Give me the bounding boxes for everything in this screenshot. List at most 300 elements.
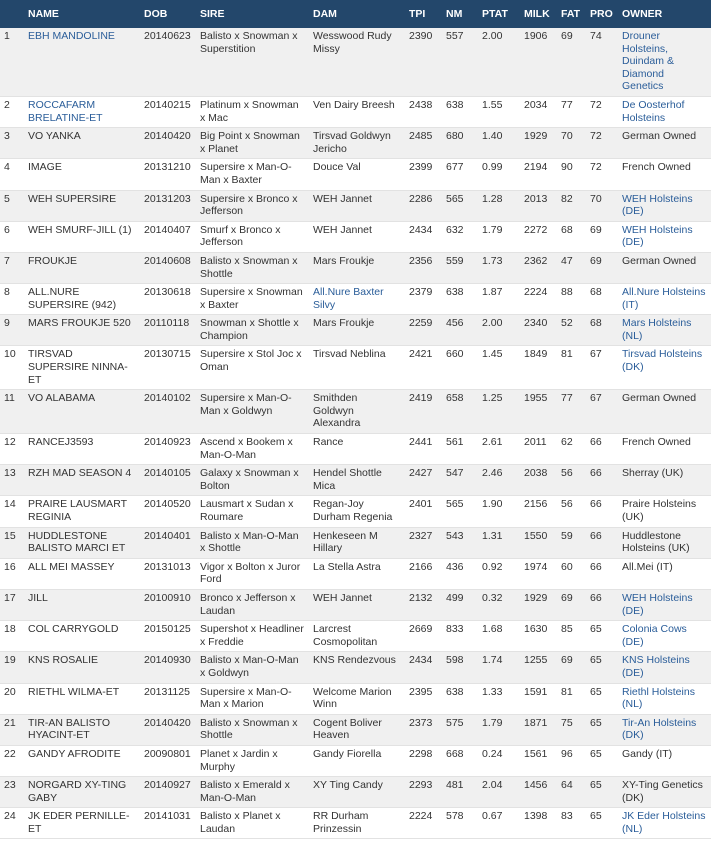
table-row: [0, 159, 711, 190]
tpi-cell: 2286: [405, 190, 442, 221]
dam-cell: WEH Jannet: [309, 190, 405, 221]
fat-cell: 56: [557, 496, 586, 527]
name-cell: HUDDLESTONE BALISTO MARCI ET: [24, 527, 140, 558]
ptat-cell: 0.67: [478, 808, 520, 839]
tpi-cell: 2399: [405, 159, 442, 190]
tpi-cell: 2293: [405, 777, 442, 808]
rank-cell: 13: [0, 465, 24, 496]
milk-cell: 1974: [520, 558, 557, 589]
name-cell: JILL: [24, 589, 140, 620]
name-cell: GANDY AFRODITE: [24, 745, 140, 776]
pro-cell: 70: [586, 190, 618, 221]
tpi-cell: 2438: [405, 96, 442, 127]
fat-cell: 52: [557, 315, 586, 346]
nm-cell: 557: [442, 28, 478, 96]
dam-cell: Regan-Joy Durham Regenia: [309, 496, 405, 527]
rank-cell: 5: [0, 190, 24, 221]
table-row: [0, 284, 711, 315]
dob-cell: 20131125: [140, 683, 196, 714]
fat-cell: 77: [557, 96, 586, 127]
ptat-cell: 2.04: [478, 777, 520, 808]
nm-cell: 680: [442, 128, 478, 159]
dam-cell: Larcrest Cosmopolitan: [309, 621, 405, 652]
pro-cell: 65: [586, 621, 618, 652]
dob-cell: 20140927: [140, 777, 196, 808]
pro-cell: 67: [586, 390, 618, 434]
dob-cell: 20140923: [140, 434, 196, 465]
dam-cell: Tirsvad Neblina: [309, 346, 405, 390]
dob-cell: 20140215: [140, 96, 196, 127]
owner-cell: Gandy (IT): [618, 745, 711, 776]
header-nm[interactable]: NM: [446, 8, 463, 20]
fat-cell: 83: [557, 808, 586, 839]
table-row: [0, 683, 711, 714]
rank-cell: 8: [0, 284, 24, 315]
nm-cell: 638: [442, 284, 478, 315]
tpi-cell: 2373: [405, 714, 442, 745]
tpi-cell: 2166: [405, 558, 442, 589]
milk-cell: 2011: [520, 434, 557, 465]
rank-cell: 11: [0, 390, 24, 434]
nm-cell: 456: [442, 315, 478, 346]
ptat-cell: 2.00: [478, 28, 520, 96]
nm-cell: 658: [442, 390, 478, 434]
tpi-cell: 2485: [405, 128, 442, 159]
ptat-cell: 2.61: [478, 434, 520, 465]
table-row: [0, 434, 711, 465]
fat-cell: 81: [557, 346, 586, 390]
pro-cell: 66: [586, 465, 618, 496]
dam-cell: Henkeseen M Hillary: [309, 527, 405, 558]
nm-cell: 833: [442, 621, 478, 652]
milk-cell: 1550: [520, 527, 557, 558]
pro-cell: 65: [586, 808, 618, 839]
owner-cell: Sherray (UK): [618, 465, 711, 496]
dob-cell: 20140608: [140, 252, 196, 283]
ptat-cell: 1.79: [478, 714, 520, 745]
table-row: [0, 465, 711, 496]
tpi-cell: 2441: [405, 434, 442, 465]
name-cell: VO ALABAMA: [24, 390, 140, 434]
pro-cell: 67: [586, 346, 618, 390]
dam-cell: Rance: [309, 434, 405, 465]
name-cell: MARS FROUKJE 520: [24, 315, 140, 346]
fat-cell: 85: [557, 621, 586, 652]
sire-cell: Galaxy x Snowman x Bolton: [196, 465, 309, 496]
milk-cell: 2156: [520, 496, 557, 527]
milk-cell: 2038: [520, 465, 557, 496]
fat-cell: 96: [557, 745, 586, 776]
dob-cell: 20130618: [140, 284, 196, 315]
dam-cell: Douce Val: [309, 159, 405, 190]
milk-cell: 1561: [520, 745, 557, 776]
dam-cell: KNS Rendezvous: [309, 652, 405, 683]
dam-cell: Mars Froukje: [309, 252, 405, 283]
dam-cell: Gandy Fiorella: [309, 745, 405, 776]
rank-cell: 15: [0, 527, 24, 558]
fat-cell: 90: [557, 159, 586, 190]
dam-cell: Wesswood Rudy Missy: [309, 28, 405, 96]
ptat-cell: 2.00: [478, 315, 520, 346]
fat-cell: 70: [557, 128, 586, 159]
owner-cell[interactable]: JK Eder Holsteins (NL): [618, 808, 711, 839]
fat-cell: 81: [557, 683, 586, 714]
owner-cell[interactable]: Riethl Holsteins (NL): [618, 683, 711, 714]
tpi-cell: 2390: [405, 28, 442, 96]
milk-cell: 1591: [520, 683, 557, 714]
ptat-cell: 0.24: [478, 745, 520, 776]
name-cell: RZH MAD SEASON 4: [24, 465, 140, 496]
dam-cell: WEH Jannet: [309, 221, 405, 252]
nm-cell: 543: [442, 527, 478, 558]
name-cell: TIR-AN BALISTO HYACINT-ET: [24, 714, 140, 745]
pro-cell: 66: [586, 527, 618, 558]
pro-cell: 74: [586, 28, 618, 96]
milk-cell: 1630: [520, 621, 557, 652]
nm-cell: 547: [442, 465, 478, 496]
nm-cell: 632: [442, 221, 478, 252]
ptat-cell: 2.46: [478, 465, 520, 496]
nm-cell: 660: [442, 346, 478, 390]
milk-cell: 2272: [520, 221, 557, 252]
header-fat[interactable]: FAT: [561, 8, 581, 20]
dam-cell: Smithden Goldwyn Alexandra: [309, 390, 405, 434]
ptat-cell: 0.99: [478, 159, 520, 190]
sire-cell: Balisto x Snowman x Shottle: [196, 714, 309, 745]
rank-cell: 10: [0, 346, 24, 390]
dob-cell: 20141031: [140, 808, 196, 839]
dob-cell: 20150125: [140, 621, 196, 652]
pro-cell: 65: [586, 652, 618, 683]
ptat-cell: 1.73: [478, 252, 520, 283]
table-row: [0, 745, 711, 776]
table-row: [0, 714, 711, 745]
dob-cell: 20140102: [140, 390, 196, 434]
milk-cell: 2013: [520, 190, 557, 221]
tpi-cell: 2395: [405, 683, 442, 714]
fat-cell: 60: [557, 558, 586, 589]
rank-cell: 12: [0, 434, 24, 465]
dam-cell: Welcome Marion Winn: [309, 683, 405, 714]
table-row: [0, 652, 711, 683]
nm-cell: 559: [442, 252, 478, 283]
table-row: [0, 808, 711, 839]
sire-cell: Supersire x Man-O-Man x Marion: [196, 683, 309, 714]
table-row: [0, 315, 711, 346]
owner-cell: XY-Ting Genetics (DK): [618, 777, 711, 808]
owner-cell[interactable]: WEH Holsteins (DE): [618, 589, 711, 620]
milk-cell: 2194: [520, 159, 557, 190]
owner-cell: Huddlestone Holsteins (UK): [618, 527, 711, 558]
ptat-cell: 1.55: [478, 96, 520, 127]
table-body: [0, 28, 711, 839]
nm-cell: 598: [442, 652, 478, 683]
header-ptat[interactable]: PTAT: [482, 8, 508, 20]
fat-cell: 88: [557, 284, 586, 315]
sire-cell: Smurf x Bronco x Jefferson: [196, 221, 309, 252]
ptat-cell: 1.68: [478, 621, 520, 652]
fat-cell: 69: [557, 652, 586, 683]
owner-cell[interactable]: Tir-An Holsteins (DK): [618, 714, 711, 745]
rank-cell: 7: [0, 252, 24, 283]
milk-cell: 2034: [520, 96, 557, 127]
table-row: [0, 221, 711, 252]
dam-cell: WEH Jannet: [309, 589, 405, 620]
name-cell: COL CARRYGOLD: [24, 621, 140, 652]
pro-cell: 69: [586, 252, 618, 283]
dam-cell: Cogent Boliver Heaven: [309, 714, 405, 745]
sire-cell: Big Point x Snowman x Planet: [196, 128, 309, 159]
nm-cell: 481: [442, 777, 478, 808]
pro-cell: 72: [586, 128, 618, 159]
name-cell: TIRSVAD SUPERSIRE NINNA-ET: [24, 346, 140, 390]
dob-cell: 20140623: [140, 28, 196, 96]
dam-cell: Mars Froukje: [309, 315, 405, 346]
dob-cell: 20140105: [140, 465, 196, 496]
sire-cell: Ascend x Bookem x Man-O-Man: [196, 434, 309, 465]
rank-cell: 16: [0, 558, 24, 589]
sire-cell: Balisto x Snowman x Shottle: [196, 252, 309, 283]
owner-cell: All.Mei (IT): [618, 558, 711, 589]
dob-cell: 20140520: [140, 496, 196, 527]
table-header-row: [0, 0, 711, 28]
name-cell: VO YANKA: [24, 128, 140, 159]
owner-cell[interactable]: WEH Holsteins (DE): [618, 190, 711, 221]
rank-cell: 2: [0, 96, 24, 127]
dob-cell: 20140407: [140, 221, 196, 252]
milk-cell: 2362: [520, 252, 557, 283]
name-cell: WEH SUPERSIRE: [24, 190, 140, 221]
nm-cell: 565: [442, 190, 478, 221]
ptat-cell: 1.74: [478, 652, 520, 683]
rank-cell: 9: [0, 315, 24, 346]
header-dam[interactable]: DAM: [313, 8, 337, 20]
fat-cell: 69: [557, 28, 586, 96]
name-cell: FROUKJE: [24, 252, 140, 283]
tpi-cell: 2132: [405, 589, 442, 620]
name-cell: IMAGE: [24, 159, 140, 190]
fat-cell: 75: [557, 714, 586, 745]
ptat-cell: 1.33: [478, 683, 520, 714]
dob-cell: 20140420: [140, 128, 196, 159]
owner-cell: German Owned: [618, 390, 711, 434]
pro-cell: 65: [586, 714, 618, 745]
rank-cell: 6: [0, 221, 24, 252]
header-name[interactable]: NAME: [28, 8, 59, 20]
milk-cell: 2340: [520, 315, 557, 346]
owner-cell: French Owned: [618, 159, 711, 190]
ptat-cell: 0.92: [478, 558, 520, 589]
name-cell: RANCEJ3593: [24, 434, 140, 465]
name-cell: ALL.NURE SUPERSIRE (942): [24, 284, 140, 315]
sire-cell: Snowman x Shottle x Champion: [196, 315, 309, 346]
milk-cell: 1849: [520, 346, 557, 390]
rank-cell: 24: [0, 808, 24, 839]
nm-cell: 499: [442, 589, 478, 620]
rank-cell: 23: [0, 777, 24, 808]
dob-cell: 20131203: [140, 190, 196, 221]
milk-cell: 1456: [520, 777, 557, 808]
sire-cell: Balisto x Man-O-Man x Goldwyn: [196, 652, 309, 683]
tpi-cell: 2259: [405, 315, 442, 346]
table-row: [0, 496, 711, 527]
rank-cell: 14: [0, 496, 24, 527]
owner-cell[interactable]: Mars Holsteins (NL): [618, 315, 711, 346]
owner-cell[interactable]: Drouner Holsteins, Duindam & Diamond Genetics: [618, 28, 711, 96]
fat-cell: 68: [557, 221, 586, 252]
dob-cell: 20131210: [140, 159, 196, 190]
milk-cell: 1929: [520, 128, 557, 159]
tpi-cell: 2224: [405, 808, 442, 839]
milk-cell: 1906: [520, 28, 557, 96]
owner-cell: Praire Holsteins (UK): [618, 496, 711, 527]
owner-cell[interactable]: WEH Holsteins (DE): [618, 221, 711, 252]
dob-cell: 20090801: [140, 745, 196, 776]
rank-cell: 22: [0, 745, 24, 776]
header-milk[interactable]: MILK: [524, 8, 550, 20]
milk-cell: 1398: [520, 808, 557, 839]
nm-cell: 561: [442, 434, 478, 465]
owner-cell[interactable]: All.Nure Holsteins (IT): [618, 284, 711, 315]
name-cell[interactable]: EBH MANDOLINE: [24, 28, 140, 96]
table-row: [0, 252, 711, 283]
fat-cell: 56: [557, 465, 586, 496]
pro-cell: 65: [586, 777, 618, 808]
dam-cell: Hendel Shottle Mica: [309, 465, 405, 496]
rank-cell: 21: [0, 714, 24, 745]
dam-cell: XY Ting Candy: [309, 777, 405, 808]
rank-cell: 17: [0, 589, 24, 620]
dob-cell: 20131013: [140, 558, 196, 589]
nm-cell: 677: [442, 159, 478, 190]
table-row: [0, 28, 711, 96]
table-row: [0, 558, 711, 589]
pro-cell: 68: [586, 284, 618, 315]
tpi-cell: 2427: [405, 465, 442, 496]
owner-cell[interactable]: Colonia Cows (DE): [618, 621, 711, 652]
rank-cell: 19: [0, 652, 24, 683]
rank-cell: 3: [0, 128, 24, 159]
table-row: [0, 527, 711, 558]
ptat-cell: 1.79: [478, 221, 520, 252]
nm-cell: 436: [442, 558, 478, 589]
sire-cell: Supershot x Headliner x Freddie: [196, 621, 309, 652]
dob-cell: 20140401: [140, 527, 196, 558]
tpi-cell: 2379: [405, 284, 442, 315]
tpi-cell: 2327: [405, 527, 442, 558]
pro-cell: 72: [586, 96, 618, 127]
fat-cell: 69: [557, 589, 586, 620]
sire-cell: Balisto x Man-O-Man x Shottle: [196, 527, 309, 558]
pro-cell: 72: [586, 159, 618, 190]
name-cell: NORGARD XY-TING GABY: [24, 777, 140, 808]
header-tpi[interactable]: TPI: [409, 8, 426, 20]
milk-cell: 1255: [520, 652, 557, 683]
pro-cell: 65: [586, 683, 618, 714]
owner-cell: German Owned: [618, 252, 711, 283]
nm-cell: 565: [442, 496, 478, 527]
owner-cell[interactable]: De Oosterhof Holsteins: [618, 96, 711, 127]
tpi-cell: 2298: [405, 745, 442, 776]
header-pro[interactable]: PRO: [590, 8, 613, 20]
name-cell: JK EDER PERNILLE-ET: [24, 808, 140, 839]
dam-cell: La Stella Astra: [309, 558, 405, 589]
pro-cell: 66: [586, 558, 618, 589]
header-owner[interactable]: OWNER: [622, 8, 663, 20]
name-cell[interactable]: ROCCAFARM BRELATINE-ET: [24, 96, 140, 127]
dam-cell: RR Durham Prinzessin: [309, 808, 405, 839]
nm-cell: 575: [442, 714, 478, 745]
fat-cell: 62: [557, 434, 586, 465]
tpi-cell: 2401: [405, 496, 442, 527]
fat-cell: 82: [557, 190, 586, 221]
sire-cell: Balisto x Snowman x Superstition: [196, 28, 309, 96]
sire-cell: Lausmart x Sudan x Roumare: [196, 496, 309, 527]
pro-cell: 66: [586, 589, 618, 620]
dob-cell: 20110118: [140, 315, 196, 346]
table-row: [0, 346, 711, 390]
sire-cell: Balisto x Planet x Laudan: [196, 808, 309, 839]
dob-cell: 20140420: [140, 714, 196, 745]
owner-cell[interactable]: KNS Holsteins (DE): [618, 652, 711, 683]
owner-cell[interactable]: Tirsvad Holsteins (DK): [618, 346, 711, 390]
milk-cell: 1871: [520, 714, 557, 745]
table-row: [0, 96, 711, 127]
milk-cell: 1929: [520, 589, 557, 620]
sire-cell: Planet x Jardin x Murphy: [196, 745, 309, 776]
header-rank: [0, 0, 24, 28]
tpi-cell: 2419: [405, 390, 442, 434]
tpi-cell: 2434: [405, 652, 442, 683]
rank-cell: 20: [0, 683, 24, 714]
sire-cell: Supersire x Man-O-Man x Baxter: [196, 159, 309, 190]
pro-cell: 66: [586, 496, 618, 527]
header-sire[interactable]: SIRE: [200, 8, 225, 20]
name-cell: ALL MEI MASSEY: [24, 558, 140, 589]
pro-cell: 68: [586, 315, 618, 346]
name-cell: WEH SMURF-JILL (1): [24, 221, 140, 252]
sire-cell: Supersire x Stol Joc x Oman: [196, 346, 309, 390]
dam-cell: Ven Dairy Breesh: [309, 96, 405, 127]
table-row: [0, 777, 711, 808]
ptat-cell: 1.40: [478, 128, 520, 159]
dob-cell: 20140930: [140, 652, 196, 683]
ptat-cell: 1.87: [478, 284, 520, 315]
sire-cell: Supersire x Bronco x Jefferson: [196, 190, 309, 221]
pro-cell: 65: [586, 745, 618, 776]
sire-cell: Balisto x Emerald x Man-O-Man: [196, 777, 309, 808]
nm-cell: 668: [442, 745, 478, 776]
dam-cell: Tirsvad Goldwyn Jericho: [309, 128, 405, 159]
tpi-cell: 2421: [405, 346, 442, 390]
dob-cell: 20100910: [140, 589, 196, 620]
ptat-cell: 0.32: [478, 589, 520, 620]
fat-cell: 59: [557, 527, 586, 558]
nm-cell: 638: [442, 683, 478, 714]
nm-cell: 578: [442, 808, 478, 839]
milk-cell: 1955: [520, 390, 557, 434]
header-dob[interactable]: DOB: [144, 8, 168, 20]
ptat-cell: 1.31: [478, 527, 520, 558]
table-row: [0, 390, 711, 434]
name-cell: RIETHL WILMA-ET: [24, 683, 140, 714]
name-cell: KNS ROSALIE: [24, 652, 140, 683]
ptat-cell: 1.28: [478, 190, 520, 221]
rank-cell: 18: [0, 621, 24, 652]
pro-cell: 69: [586, 221, 618, 252]
dam-cell[interactable]: All.Nure Baxter Silvy: [309, 284, 405, 315]
name-cell: PRAIRE LAUSMART REGINIA: [24, 496, 140, 527]
